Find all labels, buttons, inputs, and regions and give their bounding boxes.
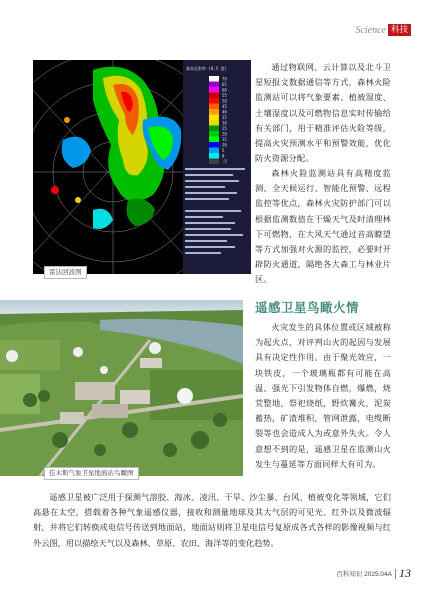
radar-scale-label: 65	[222, 82, 227, 87]
footer-publication: 百科知识 2025.04A	[336, 571, 392, 578]
paragraph-3: 火灾发生的具体位置或区域被称为起火点，对评判山火的起因与发展具有决定性作用。由于聚光效应，一块铁皮，一个玻璃瓶都有可能在高温、强光下引发物体自燃，爆燃，烧荒整地，祭祀烧纸，野炊篝火，泥炭蓄热，矿渣堆积，管网泄露，电缆断裂等也会造成人为或意外失火。令人意想不到的是，遥感卫星在监测山火发生与蔓延等方面同样大有可为。	[255, 322, 391, 469]
radar-scale-swatch	[209, 87, 219, 93]
section-header	[355, 24, 411, 36]
radar-caption: 雷达回波图	[44, 266, 87, 279]
radar-scale-swatch	[209, 82, 219, 88]
radar-scale-swatch	[209, 115, 219, 121]
radar-scale-label: 20	[222, 131, 227, 137]
radar-scale-swatch	[209, 126, 219, 132]
radar-scale-label: 55	[222, 93, 227, 98]
radar-scale-swatch	[209, 142, 219, 148]
radar-scale-swatch	[209, 76, 219, 82]
paragraph-4: 遥感卫星被广泛用于探测气溶胶、海冰、凌汛、干旱、沙尘暴、台风、植被变化等领域，它们高悬在太空，搭载着各种气象遥感仪器，接收和测量地球及其大气层的可见光、红外以及微波辐射，并将它们转换成电信号传送到地面站，地面站则将卫星电信号复原成各式各样的影像视频与红外云图，用以描绘天气以及森林、草原、农田、海洋等的变化趋势。	[33, 492, 391, 548]
radar-scale-label: 10	[222, 142, 227, 148]
radar-echo-graphic	[33, 60, 251, 274]
section-label-en: Science	[355, 24, 386, 36]
radar-scale-swatch	[209, 120, 219, 126]
radar-scale-label: 70	[222, 76, 227, 82]
radar-scale-swatch	[209, 131, 219, 137]
paragraph-2: 森林火险监测站具有高精度监测、全天候运行、智能化预警、远程监控等优点，森林火灾防护部门可以根据监测数值在干燥天气及时清理林下可燃物，在大风天气通过音高瞭望等方式加强对火源的监控，必要时开辟防火通道，隔绝各大森工与林业片区。	[255, 168, 391, 285]
footer-divider	[395, 569, 396, 579]
aerial-photo	[0, 300, 243, 476]
radar-scale-label: 60	[222, 87, 227, 93]
aerial-photo-graphic	[0, 300, 243, 476]
page-footer	[336, 566, 411, 581]
radar-scale-label: 30	[222, 120, 227, 126]
radar-scale-label: 50	[222, 98, 227, 104]
radar-scale-label: 15	[222, 137, 227, 142]
radar-scale-swatch	[209, 98, 219, 104]
radar-scale-swatch	[209, 104, 219, 110]
radar-scale-label: -5	[222, 159, 227, 164]
radar-scale-label: 25	[222, 126, 227, 131]
radar-echo-image	[33, 60, 251, 274]
radar-scale-swatch	[209, 153, 219, 159]
radar-scale-swatch	[209, 148, 219, 154]
page-number: 13	[399, 566, 411, 580]
aerial-caption: 佳木斯气象卫星地面站鸟瞰图	[44, 467, 139, 480]
radar-scale-label: 35	[222, 115, 227, 120]
radar-scale-label: 5	[222, 148, 225, 153]
radar-scale-swatch	[209, 93, 219, 99]
section-label-cn: 科技	[388, 24, 411, 36]
radar-scale-swatch	[209, 109, 219, 115]
radar-scale-swatch	[209, 137, 219, 143]
section-title: 遥感卫星鸟瞰火情	[255, 300, 360, 315]
radar-scale-label: 40	[222, 109, 227, 115]
radar-scale-label: 0	[222, 153, 225, 159]
radar-scale-label: 45	[222, 104, 227, 109]
radar-scale-swatch	[209, 159, 219, 165]
radar-panel-title: 基本反射率 (0.5 度)	[186, 66, 227, 71]
paragraph-1: 通过物联网、云计算以及北斗卫星短报文数据通信等方式，森林火险监测站可以将气象要素、植被湿度、土壤湿度以及可燃物信息实时传输给有关部门，用于精准评估火险等级，提高火灾预测水平和预警效能，优化防火资源分配。	[255, 62, 391, 164]
